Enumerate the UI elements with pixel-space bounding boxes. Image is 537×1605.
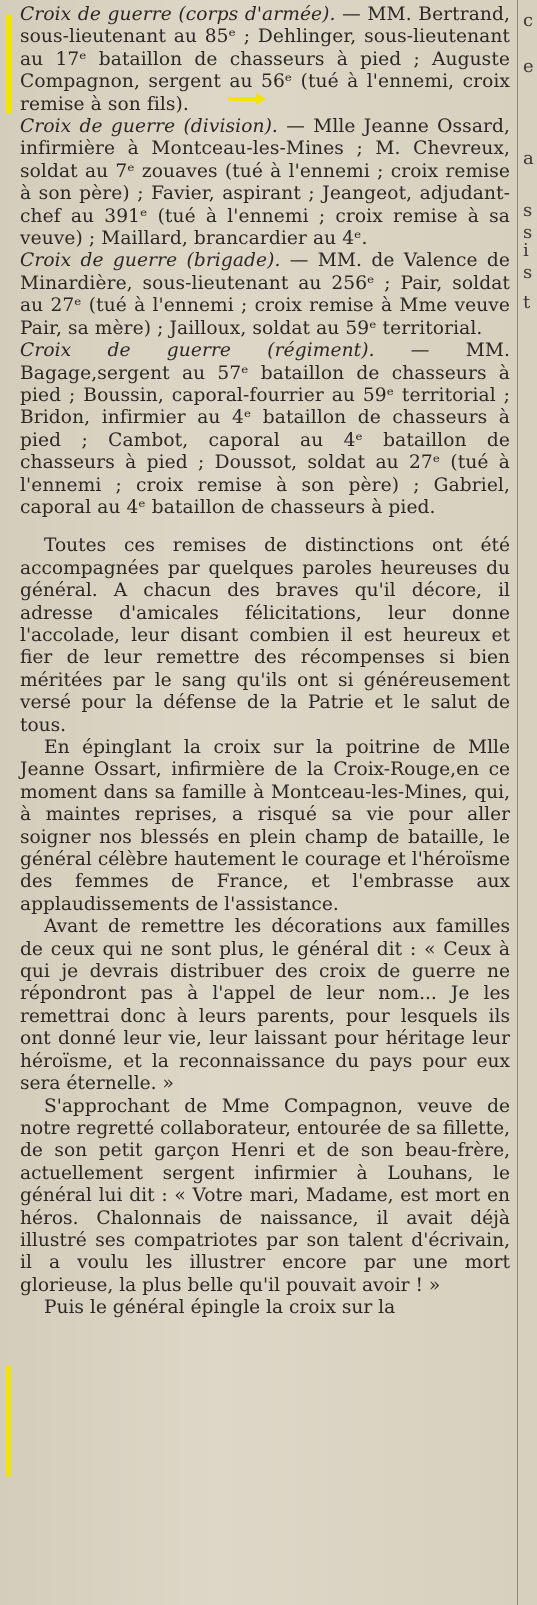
citation-heading: Croix de guerre (régiment). [20, 340, 375, 362]
citation-regiment [20, 340, 510, 519]
highlighter-mark-bottom [6, 1365, 11, 1477]
edge-letter: e [523, 56, 534, 77]
body-paragraph: S'approchant de Mme Compagnon, veuve de notre regretté collaborateur, entourée de sa fillette, de son petit garçon Henri et de son beau-frère, actuellement sergent infirmier à Louhans, le général lui dit : « Votre mari, Madame, est mort en héros. Chalonnais de naissance, il avait déjà illustré ses compatriotes par son talent d'écrivain, il a voulu les illustrer encore par une mort glorieuse, la plus belle qu'il pouvait avoir ! » [20, 1095, 510, 1296]
edge-letter: i [523, 240, 529, 261]
body-paragraph: Toutes ces remises de distinctions ont été accompagnées par quelques paroles heureuses du général. A chacun des braves qu'il décore, il adresse d'amicales félicitations, leur donne l'accolade, leur disant combien il est heureux et fier de leur remettre des récompenses si bien méritées par le sang qu'ils ont si généreusement versé pour la défense de la Patrie et le salut de tous. [20, 535, 510, 736]
body-paragraph: En épinglant la croix sur la poitrine de Mlle Jeanne Ossart, infirmière de la Croix-Rouge,en ce moment dans sa famille à Montceau-les-Mines, qui, à maintes reprises, a risqué sa vie pour aller soigner nos blessés en plein champ de bataille, le général célèbre hautement le courage et l'héroïsme des femmes de France, et l'embrasse aux applaudissements de l'assistance. [20, 737, 510, 915]
article-column [20, 4, 510, 1320]
adjacent-column-edge [521, 0, 537, 1605]
citation-text: — Mlle Jeanne Ossard, infirmière à Montceau-les-Mines ; M. Chevreux, soldat au 7ᵉ zouaves (tué à l'ennemi ; croix remise à son père) ; Favier, aspirant ; Jeangeot, adjudant-chef au 391ᵉ (tué à l'ennemi ; croix remise à sa veuve) ; Maillard, brancardier au 4ᵉ. [20, 116, 511, 250]
citation-text: — MM. Bagage,sergent au 57ᵉ bataillon de chasseurs à pied ; Boussin, caporal-fourrier au 59ᵉ territorial ; Bridon, infirmier au 4ᵉ bataillon de chasseurs à pied ; Cambot, caporal au 4ᵉ bataillon de chasseurs à pied ; Doussot, soldat au 27ᵉ (tué à l'ennemi ; croix remise à son père) ; Gabriel, caporal au 4ᵉ bataillon de chasseurs à pied. [20, 340, 510, 518]
section-gap [20, 519, 510, 535]
citation-text: — MM. Bertrand, sous-lieutenant au 85ᵉ ; Dehlinger, sous-lieutenant au 17ᵉ bataillon de chasseurs à pied ; Auguste Compagnon, sergent au 56ᵉ (tué à l'ennemi, croix remise à son fils). [20, 4, 510, 115]
edge-letter: s [523, 262, 533, 283]
citation-corps-armee [20, 4, 510, 116]
edge-letter: c [523, 10, 534, 31]
citation-heading: Croix de guerre (corps d'armée). [20, 4, 336, 25]
citation-division [20, 116, 510, 250]
citation-heading: Croix de guerre (brigade). [20, 250, 281, 272]
citation-heading: Croix de guerre (division). [20, 116, 278, 138]
body-paragraph-cut: Puis le général épingle la croix sur la [44, 1297, 396, 1319]
edge-letter: s [523, 222, 533, 243]
edge-letter: s [523, 200, 533, 221]
citation-brigade [20, 250, 510, 340]
body-paragraph: Avant de remettre les décorations aux familles de ceux qui ne sont plus, le général dit : « Ceux à qui je devrais distribuer des croix de guerre ne répondront pas à l'appel de leur nom... Je les remettrai donc à leurs parents, pour lesquels ils ont donné leur vie, leur laissant pour héritage leur héroïsme, et la reconnaissance du pays pour eux sera éternelle. » [20, 916, 510, 1095]
citation-text: — MM. de Valence de Minardière, sous-lieutenant au 256ᵉ ; Pair, soldat au 27ᵉ (tué à l'ennemi ; croix remise à Mme veuve Pair, sa mère) ; Jailloux, soldat au 59ᵉ territorial. [20, 250, 510, 339]
column-rule [517, 0, 518, 1605]
edge-letter: t [523, 292, 531, 313]
highlighter-mark-top [6, 14, 12, 114]
edge-letter: a [523, 148, 534, 169]
